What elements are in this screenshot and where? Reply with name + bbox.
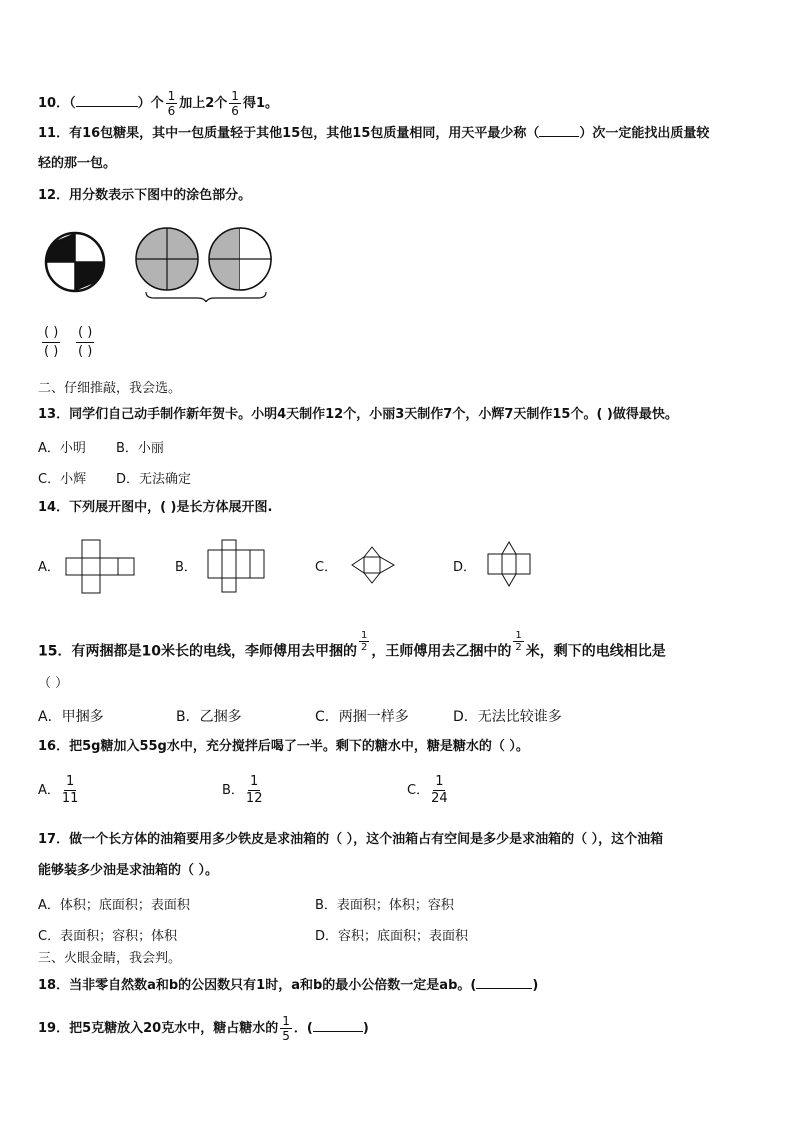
q12-circle-1 (46, 233, 104, 291)
question-10 (38, 89, 278, 118)
q15-option-b[interactable]: B．乙捆多 (176, 709, 242, 725)
q13-option-b[interactable]: B．小丽 (116, 441, 164, 456)
q14-option-a[interactable]: A． (38, 560, 60, 575)
section-2-heading: 二、仔细推敲，我会选。 (38, 381, 182, 396)
q16-option-a[interactable]: A． $\frac{1}{11}$ (38, 774, 79, 806)
q15-fraction-1: $\frac{1}{2}$ (360, 630, 368, 653)
q10-text: ）个 (137, 96, 164, 111)
q11-line1: 11．有16包糖果，其中一包质量轻于其他15包，其他15包质量相同，用天平最少称（ (38, 126, 540, 141)
q15-text-a: 15．有两捆都是10米长的电线，李师傅用去甲捆的 (38, 643, 357, 660)
q17-option-b[interactable]: B．表面积；体积；容积 (315, 898, 454, 913)
q11-line1b: ）次一定能找出质量较 (579, 126, 710, 141)
q16-option-b[interactable]: B． $\frac{1}{12}$ (222, 774, 263, 806)
q10-text-end: 得1。 (242, 96, 278, 111)
q10-number: 10．（ (38, 96, 76, 111)
question-15 (38, 630, 666, 663)
q12-answer-2[interactable]: $\frac{( )}{( )}$ (78, 325, 93, 359)
q14-option-d[interactable]: D． (453, 560, 477, 575)
q14-option-c[interactable]: C． (315, 560, 338, 575)
q13-option-d[interactable]: D．无法确定 (116, 472, 192, 487)
question-18: 18．当非零自然数a和b的公因数只有1时，a和b的最小公倍数一定是ab。( ) (38, 978, 539, 993)
q18-answer-blank[interactable] (476, 976, 532, 989)
q11-line2: 轻的那一包。 (38, 156, 117, 171)
question-11 (38, 124, 709, 143)
q15-fraction-2: $\frac{1}{2}$ (515, 630, 522, 653)
q17-option-d[interactable]: D．容积；底面积；表面积 (315, 929, 469, 944)
question-12: 12．用分数表示下图中的涂色部分。 (38, 188, 252, 203)
q10-text-mid: 加上2个 (179, 96, 228, 111)
q16-option-c[interactable]: C． $\frac{1}{24}$ (407, 774, 448, 806)
question-19: 19．把5克糖放入20克水中，糖占糖水的 $\frac{1}{5}$ ．( ) (38, 1014, 369, 1043)
q11-answer-blank[interactable] (539, 124, 579, 137)
question-14: 14．下列展开图中，( )是长方体展开图. (38, 500, 273, 515)
q13-option-c[interactable]: C．小辉 (38, 472, 87, 487)
q15-option-c[interactable]: C．两捆一样多 (315, 709, 409, 725)
q14-net-d (486, 540, 532, 588)
q12-answer-1[interactable]: $\frac{( )}{( )}$ (44, 325, 59, 359)
q14-option-b[interactable]: B． (175, 560, 197, 575)
q17-line2: 能够装多少油是求油箱的（ ）。 (38, 863, 219, 878)
q15-option-d[interactable]: D．无法比较谁多 (453, 709, 562, 725)
question-16: 16．把5g糖加入55g水中，充分搅拌后喝了一半。剩下的糖水中，糖是糖水的（ ）。 (38, 739, 529, 754)
q19-answer-blank[interactable] (313, 1019, 363, 1032)
q13-option-a[interactable]: A．小明 (38, 441, 86, 456)
q12-brace (146, 292, 266, 302)
q14-net-c (350, 545, 396, 585)
q19-fraction: $\frac{1}{5}$ (282, 1014, 290, 1043)
q10-answer-blank[interactable] (76, 94, 138, 107)
q12-circle-3 (209, 228, 271, 290)
q15-text-b: ，王师傅用去乙捆中的 (371, 643, 512, 660)
q10-fraction-2: $\frac{1}{6}$ (231, 89, 239, 118)
q17-option-a[interactable]: A．体积；底面积；表面积 (38, 898, 190, 913)
q12-figures (40, 222, 290, 302)
q14-net-b (206, 538, 268, 594)
q14-net-a (64, 538, 140, 594)
q10-fraction: $\frac{1}{6}$ (167, 89, 176, 118)
q15-option-a[interactable]: A．甲捆多 (38, 709, 104, 725)
question-13: 13．同学们自己动手制作新年贺卡。小明4天制作12个，小丽3天制作7个，小辉7天制作15个。( )做得最快。 (38, 407, 678, 422)
q15-text-c: 米，剩下的电线相比是 (525, 643, 666, 660)
q15-answer-paren[interactable]: （ ） (38, 676, 69, 691)
q12-circle-2 (136, 228, 198, 290)
question-17: 17．做一个长方体的油箱要用多少铁皮是求油箱的（ ），这个油箱占有空间是多少是求油箱的（ ），这个油箱 (38, 832, 664, 847)
section-3-heading: 三、火眼金睛，我会判。 (38, 951, 182, 966)
q17-option-c[interactable]: C．表面积；容积；体积 (38, 929, 178, 944)
